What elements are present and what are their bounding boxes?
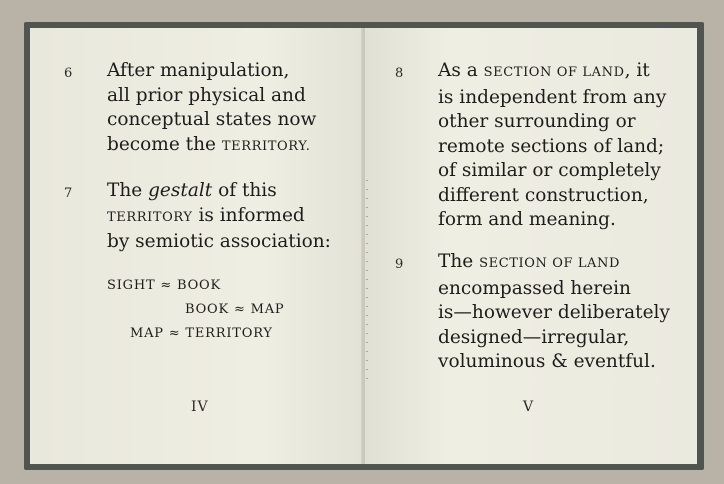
- small-caps-term: TERRITORY.: [221, 138, 311, 154]
- item-7-line: [107, 179, 331, 204]
- item-number-6: 6: [64, 66, 73, 81]
- text-run: , it: [624, 60, 650, 81]
- item-6-text: [107, 59, 316, 159]
- item-number-9: 9: [395, 257, 404, 272]
- text-run: The: [107, 180, 149, 201]
- binding-stitch-dots: [366, 180, 368, 380]
- item-6-line: conceptual states now: [107, 109, 317, 130]
- small-caps-term: SECTION OF LAND: [479, 256, 621, 271]
- item-8-line: form and meaning.: [438, 209, 616, 230]
- item-9-text: [438, 250, 670, 375]
- text-run: is informed: [192, 204, 305, 226]
- equation-book-map: BOOK ≈ MAP: [185, 302, 285, 317]
- text-run: As a: [438, 60, 484, 81]
- equation-map-territory: MAP ≈ TERRITORY: [130, 326, 273, 341]
- item-8-line: is independent from any: [438, 86, 667, 108]
- equation-sight-book: SIGHT ≈ BOOK: [107, 278, 222, 293]
- item-9-line: encompassed herein: [438, 277, 631, 299]
- item-8-line: of similar or completely: [438, 160, 661, 181]
- item-8-text: [438, 59, 666, 233]
- item-9-line: designed—irregular,: [438, 326, 630, 348]
- item-number-7: 7: [64, 186, 73, 201]
- item-7-line: [107, 204, 331, 231]
- item-7-line: by semiotic association:: [107, 231, 331, 252]
- text-run: The: [438, 251, 480, 272]
- text-run: become the: [107, 133, 222, 155]
- item-9-line: is—however deliberately: [438, 302, 670, 323]
- item-6-line: [107, 133, 316, 160]
- page-folio-left: IV: [191, 399, 209, 415]
- small-caps-term: TERRITORY: [107, 209, 193, 225]
- item-number-8: 8: [395, 66, 404, 81]
- right-page: [365, 28, 697, 464]
- item-8-line: remote sections of land;: [438, 135, 665, 157]
- item-6-line: After manipulation,: [107, 60, 290, 81]
- item-9-line: voluminous & eventful.: [438, 351, 656, 372]
- small-caps-term: SECTION OF LAND: [483, 65, 625, 80]
- item-8-line: [438, 59, 666, 86]
- item-7-text: [107, 179, 331, 255]
- left-page: [30, 28, 363, 464]
- item-8-line: other surrounding or: [438, 111, 636, 132]
- item-8-line: different construction,: [438, 184, 649, 206]
- page-folio-right: V: [523, 399, 535, 415]
- italic-term: gestalt: [148, 180, 213, 201]
- item-9-line: [438, 250, 670, 277]
- item-6-line: all prior physical and: [107, 84, 306, 106]
- text-run: of this: [212, 180, 277, 201]
